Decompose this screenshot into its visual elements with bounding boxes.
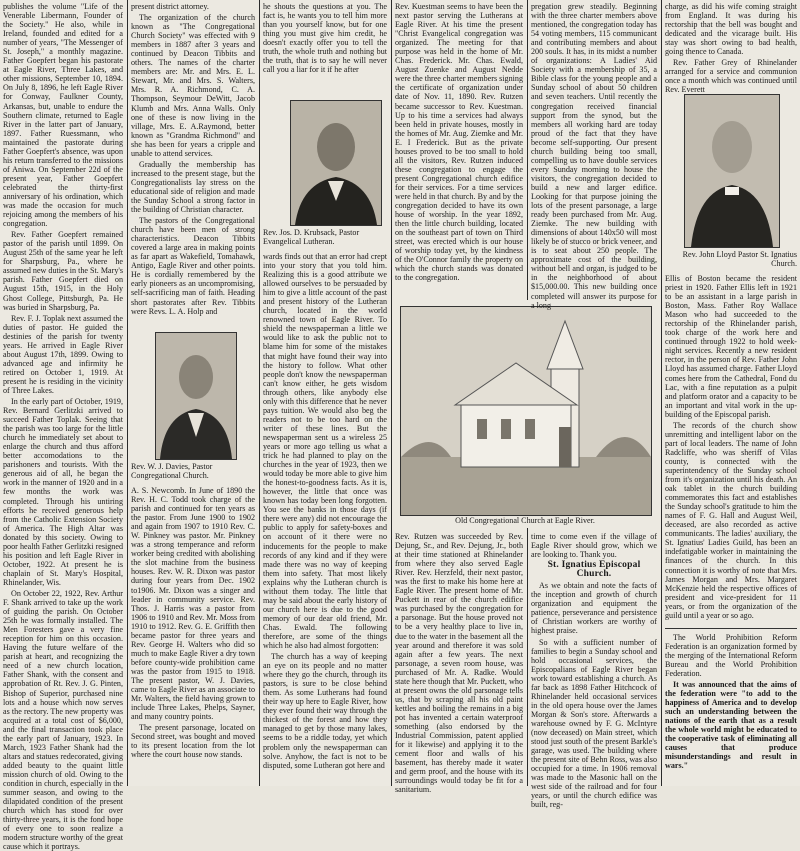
- col5-paragraph: As we obtain and note the facts of the inception and growth of church organization and equipment the patience, perseverance and persistence of Christian workers are worthy of highest praise.: [531, 581, 657, 636]
- column-4-bottom: [395, 530, 523, 795]
- col6-paragraph: Ellis of Boston became the resident priest in 1920. Father Ellis left in 1921 to be an assistant in a large parish in Boston, Mass. Father Roy Wallace Mason who had succeeded to the rectorship of the Rhinelander parish, took charge of the work here and continued through 1922 to hold week-night services. Recently a new resident rector, in the person of Rev. Father John Lloyd has assumed charge. Father Lloyd comes here from the Cathedral, Fond du Lac, with a fine reputation as a pulpit and platform orator and a capacity to be an important and vital work in the up-building of the Episcopal parish.: [665, 274, 797, 419]
- col5-paragraph: pregation grew steadily. Beginning with the three charter members above mentioned, the congregation today has 54 voting members, 115 communicant and contributing members and about 200 souls. It has, in its midst a number of organizations: A Ladies' Aid Society with a membership of 35, a Bible class for the young people and a Sunday school of about 50 children and seven teachers. Until recently the congregation received financial support from the synod, but the members all working hard are today proud of the fact that they have become self-supporting. Our present church building being too small, compelling us to have double services every Sunday morning to house the visitors, the congregation decided to build a new and larger edifice. Looking for that purpose joining the lots of the present parsonage, a large ready been purchased from Mr. Aug. Ziemke. The new building with dimensions of about 140x50 will most likely be of stucco or brick veneer, and is to seat about 250 people. The approximate cost of the building, without bell and organ, is judged to be in the neighborhood of about $15,000.00. This new building once completed will answer its purpose for a long: [531, 2, 657, 310]
- col1-paragraph: publishes the volume "Life of the Venerable Libermann, Founder of the Society." He also, while in Ireland, founded and edited for a number of years, "The Messenger of St. Joseph," a monthly magazine. Father Goepfert began his pastorate at Eagle River, Three Lakes, and other missions, September 10, 1894. On July 8, 1896, he left Eagle River for Conway, Faulkner County, Arkansas, but, unable to endure the Southern climate, returned to Eagle River in the latter part of January, 1897. Father Ruessmann, who maintained the pastorate during Father Goepfert's absence, was upon his return transferred to the missions of Aniwa. On September 22d of the present year, Father Goepfert celebrated the thirty-first anniversary of his ordination, which was made the occasion for much rejoicing among the members of his congregation.: [3, 2, 123, 229]
- col5-paragraph: So with a sufficient number of families to begin a Sunday school and hold occasional services, the Episcopalians of Eagle River began work toward establishing a church. As far back as 1898 Father Hitchcock of Rhinelander held occasional services in the old opera house over the James Morgan & Son's store. Afterwards a warehouse owned by F. G. McIntyre (now deceased) on Main street, which stood just south of the present Barkle's garage, was used. The building where the present site of Behn Ross, was also occupied for a time. In 1906 removal was made to the Masonic hall on the west side of the railroad and for four years, or until the church edifice was built, reg-: [531, 637, 657, 810]
- portrait-caption-davies: Rev. W. J. Davies, Pastor Congregational Church.: [131, 462, 213, 480]
- portrait-caption-krubsack: Rev. Jos. D. Krubsack, Pastor Evangelical Lutheran.: [263, 228, 360, 246]
- column-6-top: [665, 0, 797, 95]
- col3-paragraph: he shouts the questions at you. The fact is, he wants you to tell him more than you yourself know, but for one thing you must give him credit, he doesn't exactly offer you to tell the truth, the whole truth and nothing but the truth, that is to say he will never call you a liar for it if he after: [263, 2, 387, 75]
- column-rule: [391, 0, 392, 786]
- portrait-image: [685, 95, 779, 247]
- col1-paragraph: In the early part of October, 1919, Rev. Bernard Gerlitzki arrived to succeed Father Toplak. Seeing that the parish was too large for the little church he immediately set about to enlarge the church and thus afford better accomodations to the parishoners and tourists. With the generous aid of all, he began the work in the manner of 1920 and in a few months the work was completed. Through his untiring efforts he received generous help from the Catholic Extension Society of America. The High Altar was donated by this society. Owing to poor health Father Gerlitzki resigned his position and left Eagle River in October, 1922. At present he is chaplain of St. Mary's Hospital, Rhinelander, Wis.: [3, 397, 123, 587]
- col3-paragraph: wards finds out that an error had crept into your story that you told him. Realizing this is a good attribute we allowed ourselves to be persuaded by him to give a little account of the past and present history of the Lutheran church, located in the world renowned town of Eagle River. To shield the newspaperman a little we would like to ask the public not to blame him for some of the mistakes that might have found their way into the history to follow. What other people don't know the newspaperman can't know either, he gets wisdom through others, like anybody else only with this difference that he never pays tuition. We would also beg the readers not to be too hard on the writer of these lines. But the newspaperman sent us a wireless 25 years or more ago telling us what a trick he had planned to play on the churches in the year of 1923, then we would today be more able to give him the honest-to-goodness facts. As it is, however, the little that once was known has today been long forgotten. You see the banks in those days (if there were any) did not encourage the public to apply for safety-boxes and on account of it there were no inducements for the people to make records of any kind and if they were made there was no way of keeping them into safety. That most likely explains why the Lutheran church is without them today. The little that may be said about the early history of our church here is due to the good memory of our dear old friend, Mr. Chas. Ewald. The following therefore, are some of the things which he also had almost forgotten:: [263, 252, 387, 651]
- column-2-top: [131, 0, 255, 326]
- column-3-bottom: [263, 250, 387, 786]
- portrait-image: [156, 333, 236, 459]
- portrait-photo-krubsack: [290, 100, 382, 226]
- church-photo: [400, 306, 652, 516]
- col2-paragraph: The present parsonage, located on Second street, was bought and moved to its present location from the lot where the court house now stands.: [131, 723, 255, 760]
- section-headline: St. Ignatius Episcopal Church.: [547, 560, 641, 580]
- col6-paragraph: It was announced that the aims of the federation were "to add to the happiness of America and to develop such an understanding between the nations of the earth that as a result the whole world might be educated to the cooperative task of eliminating all causes that produce misunderstandings and result in wars.": [665, 680, 797, 771]
- col2-paragraph: The organization of the church known as "The Congregational Church Society" was effected with 9 members in 1887 after 3 years and continued by Deacon Tibbits and others. The names of the charter members are: Mr. and Mrs. E. L. Stewart, Mr. and Mrs. S. Walters, Mrs. R. A. Richmond, C. A. Thompson, Seymour DeWitt, Jacob Klumb and Mrs. Anna Walls. Only one of these is now living in the village, Mrs. E. A.Raymond, better known as "Grandma Richmond" and she has been for years a cripple and unable to attend services.: [131, 13, 255, 158]
- column-rule: [127, 0, 128, 786]
- portrait-image: [291, 101, 381, 225]
- church-caption: Old Congregational Church at Eagle River.: [455, 516, 595, 525]
- portrait-photo-lloyd: [684, 94, 780, 248]
- col6-paragraph: The World Prohibition Reform Federation is an organization formed by the merging of the International Reform Bureau and the World Prohibition Federation.: [665, 628, 797, 678]
- col6-paragraph: Rev. Father Grey of Rhinelander arranged for a service and communion once a month which was continued until Rev. Everett: [665, 58, 797, 95]
- column-1: [3, 0, 123, 851]
- column-rule: [527, 0, 528, 300]
- church-image: [401, 307, 651, 515]
- col3-paragraph: The church has a way of keeping an eye on its people and no matter where they go the church, through its pastors, is sure to be close behind them. As some Lutherans had found their way up here to Eagle River, how they ever found their way through the thickest of the forest and how they managed to get by those many lakes, seems to be a riddle today, yet which problem only the newspaperman can solve. Anyhow, the fact is not to be disputed, some Lutheran got here and: [263, 652, 387, 770]
- column-4-top: [395, 0, 523, 300]
- portrait-photo-davies: [155, 332, 237, 460]
- column-rule: [527, 528, 528, 786]
- col1-paragraph: Rev. Father Goepfert remained pastor of the parish until 1899. On August 25th of the same year he left for Sharpsburg, Pa., where he assumed new duties in the St. Mary's parish. Father Goepfert died on August 15th, 1915, in the Holy Ghost College, Pittsburgh, Pa. He was buried in Sharpsburg, Pa.: [3, 230, 123, 312]
- col6-paragraph: The records of the church show unremitting and intelligent labor on the part of local leaders. The name of John Radcliffe, who was sheriff of Vilas county, is connected with the superintendency of the Sunday school from it's organization until his death. An oak tablet in the church building commemorates this fact and establishes the Sunday school's gratitude to him the names of F. G. Hall and August Weil, deceased, are also recorded as active communicants. The ladies' auxiliary, the St. Ignatius' Ladies Guild, has been an indefatigable worker in maintaining the finances of the church. In this connection it is worthy of note that Mrs. James Morgan and Mrs. Margaret McKenzie held the respective offices of president and vice-president for 11 years, or from the organization of the guild until a year or so ago.: [665, 420, 797, 620]
- column-5-bottom: [531, 530, 657, 810]
- column-3-top: [263, 0, 387, 92]
- column-rule: [259, 0, 260, 786]
- column-rule: [661, 0, 662, 786]
- col1-paragraph: On October 22, 1922, Rev. Arthur F. Shank arrived to take up the work of guiding the parish. On October 25th he was formally installed. The Men Foresters gave a very fine reception for him on this occasion. Having the future welfare of the parish at heart, and recognizing the need of a new church location, Father Shank, with the consent and approbation of Rt. Rev. J. G. Pinten, Bishop of Superior, purchased nine lots and a house which now serves as the rectory. The new property was acquired at a total cost of $6,000, and the final transaction took place the early part of January, 1923. In March, 1923 Father Shank had the altars and statues redecorated, giving added beauty to the quaint little mission church of old. Owing to the condition in church, especially in the summer season, and owing to the dilapidated condition of the present church which has stood for over thirty-three years, it is the fond hope of every one to soon realize a modern structure worthy of the great cause which it portrays.: [3, 589, 123, 851]
- col5-paragraph: time to come even if the village of Eagle River should grow, which we are looking to. Thank you.: [531, 532, 657, 560]
- col4-paragraph: Rev. Rutzen was succeeded by Rev. Dejung, Sr., and Rev. Dejung, Jr., both at their time stationed at Rhinelander from where they also served Eagle River. Rev. Herzfeld, their next pastor, was the first to make his home here at Eagle River. The present home of Mr. Puckett in rear of the church edifice was purchased by the congregation for a parsonage. But the house proved not to be a very healthy place to live in, due to the water in the basement all the year around and therefore it was sold again after a few years. The next parsonage, a seven room house, was purchased of Mr. A. Radke. Would state here though that Mr. Puckett, who at present owns the old parsonage tells us, that by scraping all his old paint kettles and boiling the remains in a big pot has invented a certain waterproof something (also endorsed by the Industrial Commission, patent applied for it likewise) and applying it to the cement floor and walls of his basement, has thereby made it water and germ proof, and the house with its surroundings would today be fit for a sanitarium.: [395, 532, 523, 795]
- col1-paragraph: Rev. F. J. Toplak next assumed the duties of pastor. He guided the destinies of the parish for twenty years. He arrived in Eagle River about August 17th, 1899. Owing to advanced age and infirmity he retired on October 1, 1919. At present he is residing in the vicinity of Three Lakes.: [3, 313, 123, 395]
- col4-paragraph: Rev. Kuestman seems to have been the next pastor serving the Lutherans at Eagle River. At his time the present "Christ Evangelical congregation was organized. The meeting for that purpose was held in the home of Mr. Chas. Frederick. Mr. Chas. Ewald, August Zuenke and August Nedde were the three charter members signing the certificate of organization under date of Nov. 11, 1890. Rev. Rutzen became successor to Rev. Kuestman. Up to his time a services had always been held in private houses, mostly in the homes of Mr. Aug. Ziemke and Mr. E. I Frederick. But as the private houses proved to be too small to hold all the visitors, Rev. Rutzen induced these congregation to engage the present Congregational church edifice for their services. For a time services were held in that church. By and by the congregation decided to have its own house of worship. In the year 1892, then the little church building, located on the southeast part of town on Third street, was erected which is our house of worship today yet, by the kindness of the O'Connor family the property on which the church stands was donated to the congregation.: [395, 2, 523, 283]
- portrait-caption-lloyd: Rev. John Lloyd Pastor St. Ignatius Church.: [682, 250, 797, 268]
- col2-paragraph: Gradually the membership has increased to the present stage, but the Congregationalists lay stress on the educational side of religion and made the Sunday School a strong factor in the building of Christian character.: [131, 159, 255, 215]
- col2-paragraph: present district attorney.: [131, 2, 209, 11]
- column-5-top: [531, 0, 657, 310]
- column-2-bottom: [131, 484, 255, 786]
- col2-paragraph: A. S. Newcomb. In June of 1890 the Rev. H. C. Todd took charge of the parish and continued for ten years as the pastor. From June 1900 to 1902 and again from 1907 to 1910 Rev. C. W. Pinkney was pastor. Mr. Pinkney was a strong temperance and reform worker being credited with abolishing the slot machine from the business houses. Rev. W. R. Dixon was pastor during four years from Dec. 1902 to1906. Mr. Dixon was a singer and leader in community service. Rev. Thos. J. Harris was a pastor from 1906 to 1910 and Rev. Mr. Moss from 1910 to 1912. Rev. G. E. Griffith then became pastor for three years and Rev. George H. Walters who did so much to make Eagle River a dry town before county-wide prohibition came was the pastor from 1915 to 1918. The present pastor, W. J. Davies, came to Eagle River as an associate to Mr. Walters, the field having grown to include Three Lakes, Phelps, Sayner, and many country points.: [131, 486, 255, 722]
- column-6-bottom: [665, 272, 797, 786]
- col6-paragraph: charge, as did his wife coming straight from England. It was during his rectorship that the bell was bought and dedicated and the vicarage built. His stay was short owing to bad health, going thence to Canada.: [665, 2, 797, 57]
- col2-paragraph: The pastors of the Congregational church have been men of strong characteristics. Deacon Tibbits covered a large area in making points as far apart as Wakefield, Tomahawk, Antigo, Eagle River and other points. He is cordially remembered by the early pioneers as an uncompromising, self-sacrificing man of faith. Heading short pastorates after Rev. Tibbits were Revs. L. A. Holp and: [131, 216, 255, 316]
